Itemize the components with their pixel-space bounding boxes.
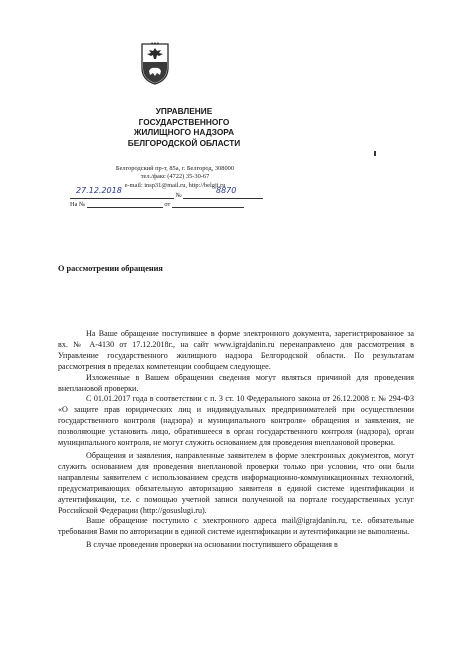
on-number-field xyxy=(87,200,163,208)
org-line: ГОСУДАРСТВЕННОГО xyxy=(138,116,230,127)
phone: тел./факс (4722) 35-30-67 xyxy=(140,173,210,181)
address: Белгородский пр-т, 85а, г. Белгород, 308000 xyxy=(115,165,235,172)
from-label: от xyxy=(164,201,171,208)
organization-name xyxy=(104,106,264,148)
paragraph: Изложенные в Вашем обращении сведения могут являться причиной для проведения внеплановой проверки. xyxy=(58,372,414,393)
registration-block xyxy=(70,188,280,208)
letter-subject: О рассмотрении обращения xyxy=(58,264,163,273)
scan-mark xyxy=(374,151,376,156)
handwritten-date: 27.12.2018 xyxy=(76,186,122,195)
paragraph: Ваше обращение поступило с электронного адреса mail@igrajdanin.ru, т.е. обязательные требования Вами по авторизации в единой системе идентификации и аутентификации не выполнены. xyxy=(58,516,414,537)
coat-of-arms-icon xyxy=(140,42,170,86)
email: e-mail: insp31@mail.ru, http://belgji.ru xyxy=(124,181,226,189)
number-label: № xyxy=(175,192,182,199)
from-date-field xyxy=(172,200,244,208)
handwritten-number: 8870 xyxy=(216,186,237,195)
incoming-registration-row xyxy=(70,200,244,208)
paragraph: В случае проведения проверки на основании поступившего обращения в xyxy=(86,540,338,550)
paragraph: На Ваше обращение поступившее в форме электронного документа, зарегистрированное за вх. № А-4130 от 17.12.2018г., на сайт www.igrajdanin.ru перенаправлено для рассмотрения в Управление государственного жилищного надзора Белгородской области. По результатам рассмотрения в пределах компетенции сообщаем следующее. xyxy=(58,329,414,371)
org-line: ЖИЛИЩНОГО НАДЗОРА xyxy=(133,127,235,137)
org-line: УПРАВЛЕНИЕ xyxy=(155,106,213,116)
on-number-label: На № xyxy=(70,201,86,208)
paragraph: Обращения и заявления, направленные заявителем в форме электронных документов, могут служить основанием для проведения внеплановой проверки только при условии, что они были направлены заявителем с использованием средств информационно-коммуникационных технологий, предусматривающих обязательную авторизацию заявителя в единой системе идентификации и аутентификации, т.е. с помощью учетной записи полученной на портале государственных услуг Российской Федерации (http://gosuslugi.ru). xyxy=(58,450,414,515)
org-line: БЕЛГОРОДСКОЙ ОБЛАСТИ xyxy=(127,137,241,148)
paragraph: С 01.01.2017 года в соответствии с п. 3 ст. 10 Федерального закона от 26.12.2008 г. № 294-ФЗ «О защите прав юридических лиц и индивидуальных предпринимателей при осуществлении государственного контроля (надзора) и муниципального контроля» обращения и заявления, не позволяющие установить лицо, обратившееся в орган государственного контроля (надзора), орган муниципального контроля, не могут служить основанием для проведения внеплановой проверки. xyxy=(58,394,414,448)
letter-body xyxy=(58,329,414,551)
